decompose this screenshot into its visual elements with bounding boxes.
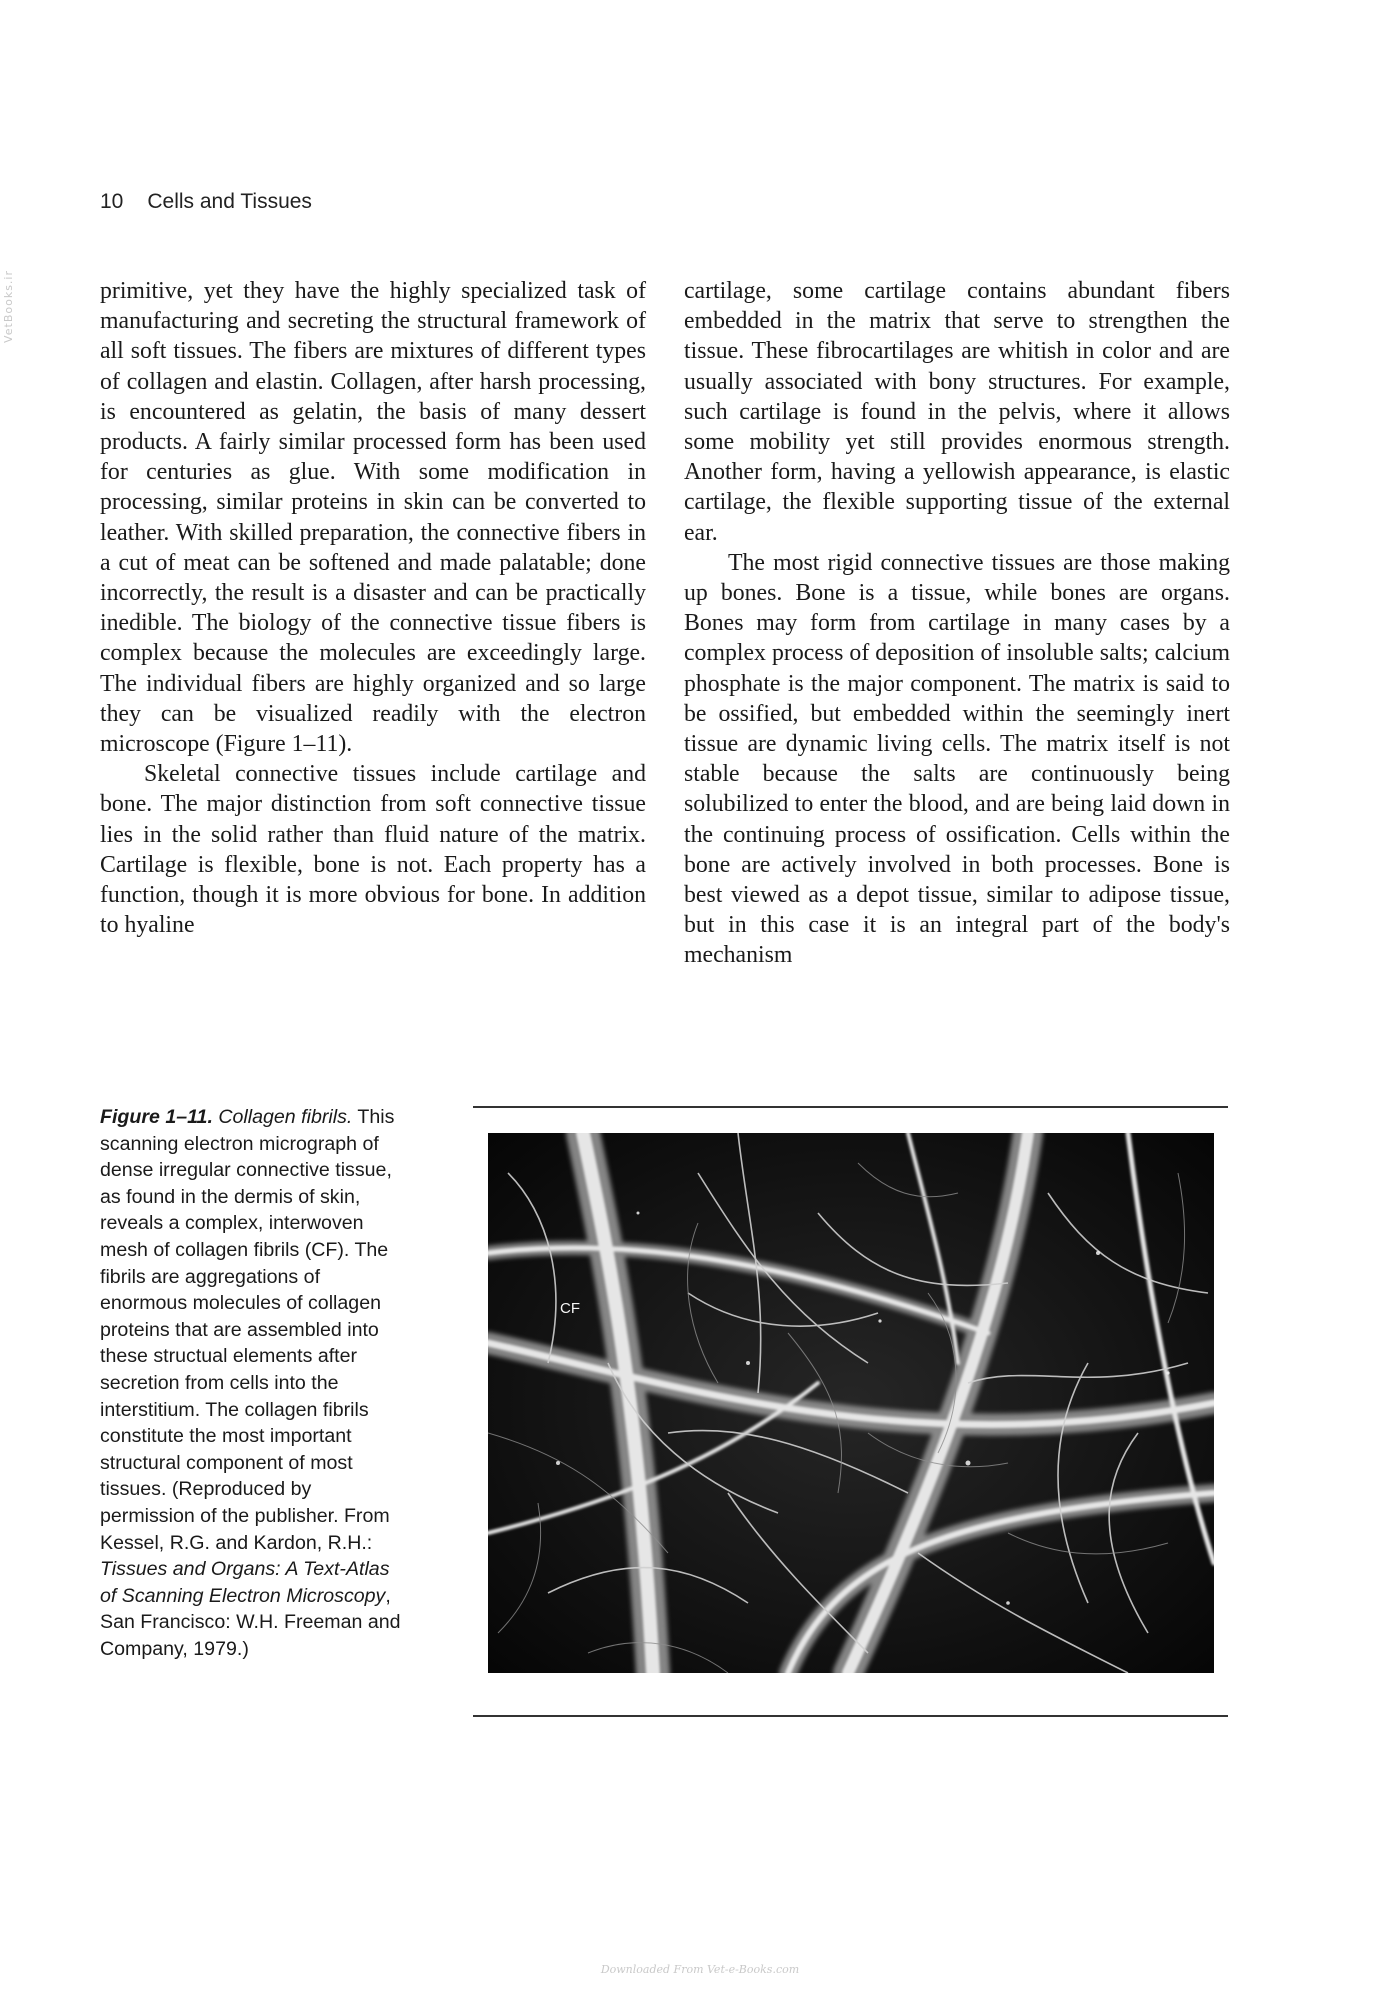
download-footer: Downloaded From Vet-e-Books.com [600, 1963, 800, 1976]
page-number: 10 [100, 190, 124, 213]
body-column-right [684, 276, 1230, 971]
figure-label: Figure 1–11. [100, 1106, 213, 1128]
paragraph: primitive, yet they have the highly specialized task of manufacturing and secreting the structural framework of all soft tissues. The fibers are mixtures of different types of collagen and elastin. Collagen, after harsh processing, is encountered as gelatin, the basis of many dessert products. A fairly similar processed form has been used for centuries as glue. With some modification in processing, similar proteins in skin can be converted to leather. With skilled preparation, the connective fibers in a cut of meat can be softened and made palatable; done incorrectly, the result is a disaster and can be practically inedible. The biology of the connective tissue fibers is complex because the molecules are exceedingly large. The individual fibers are highly organized and so large they can be visualized readily with the electron microscope (Figure 1–11). [100, 278, 646, 758]
paragraph: cartilage, some cartilage contains abundant fibers embedded in the matrix that serve to strengthen the tissue. These fibrocartilages are whitish in color and are usually associated with bony structures. For example, such cartilage is found in the pelvis, where it allows some mobility yet still provides enormous strength. Another form, having a yellowish appearance, is elastic cartilage, the flexible supporting tissue of the external ear. [684, 278, 1230, 546]
figure-rule-top [473, 1106, 1228, 1108]
body-column-left [100, 276, 646, 940]
side-watermark: VetBooks.ir [2, 270, 15, 343]
paragraph: Skeletal connective tissues include cartilage and bone. The major distinction from soft connective tissue lies in the solid rather than fluid nature of the matrix. Cartilage is flexible, bone is not. Each property has a function, though it is more obvious for bone. In addition to hyaline [100, 761, 646, 939]
figure-rule-bottom [473, 1715, 1228, 1717]
running-head [100, 190, 312, 214]
source-tail: , San Francisco: W.H. Freeman and Company, 1979.) [100, 1584, 401, 1660]
electron-micrograph [488, 1133, 1214, 1673]
section-title: Cells and Tissues [147, 190, 312, 213]
figure-caption [100, 1104, 410, 1662]
paragraph: The most rigid connective tissues are those making up bones. Bone is a tissue, while bones are organs. Bones may form from cartilage in many cases by a complex process of deposition of insoluble salts; calcium phosphate is the major component. The matrix is said to be ossified, but embedded within the seemingly inert tissue are dynamic living cells. The matrix itself is not stable because the salts are continuously being solubilized to enter the blood, and are being laid down in the continuing process of ossification. Cells within the bone are actively involved in both processes. Bone is best viewed as a depot tissue, similar to adipose tissue, but in this case it is an integral part of the body's mechanism [684, 549, 1230, 969]
caption-text: This scanning electron micrograph of dense irregular connective tissue, as found in the dermis of skin, reveals a complex, interwoven mesh of collagen fibrils (CF). The fibrils are aggregations of enormous molecules of collagen proteins that are assembled into these structual elements after secretion from cells into the interstitium. The collagen fibrils constitute the most important structural component of most tissues. (Reproduced by permission of the publisher. From Kessel, R.G. and Kardon, R.H.: [100, 1106, 395, 1554]
figure-title: Collagen fibrils. [218, 1106, 353, 1128]
micrograph-label-cf: CF [560, 1300, 580, 1317]
source-title: Tissues and Organs: A Text-Atlas of Scanning Electron Microscopy [100, 1558, 390, 1607]
